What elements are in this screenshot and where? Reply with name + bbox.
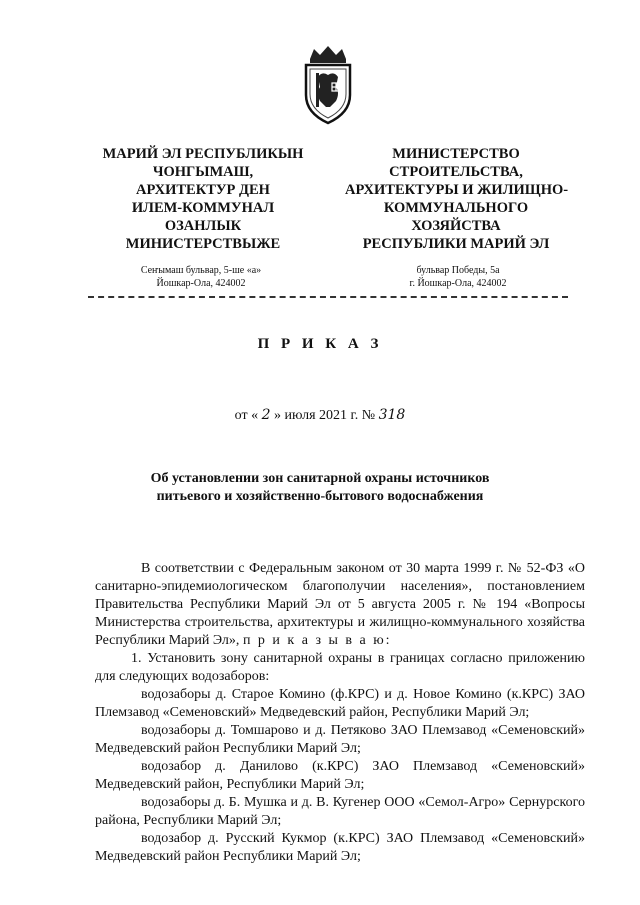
- header-right-line: ХОЗЯЙСТВА: [411, 218, 501, 234]
- date-middle: » июля 2021 г. №: [274, 408, 376, 423]
- order-date-line: [0, 407, 640, 424]
- item-1: 1. Установить зону санитарной охраны в границах согласно приложению для следующих водозаборов:: [95, 651, 585, 684]
- header-right-line: СТРОИТЕЛЬСТВА,: [389, 164, 523, 180]
- header-divider: [88, 296, 568, 298]
- address-line: г. Йошкар-Ола, 424002: [409, 278, 507, 289]
- water-intake-entry: водозаборы д. Старое Комино (ф.КРС) и д. Новое Комино (к.КРС) ЗАО Племзавод «Семеновский» Медведевский район, Республики Марий Эл;: [95, 687, 585, 720]
- header-left-line: ЧОНГЫМАШ,: [152, 164, 254, 180]
- order-word: п р и к а з ы в а ю:: [242, 633, 392, 648]
- header-right-line: МИНИСТЕРСТВО: [392, 146, 520, 162]
- subject-line: питьевого и хозяйственно-бытового водоснабжения: [156, 489, 484, 504]
- order-body: [95, 560, 585, 866]
- handwritten-order-number: 318: [378, 407, 406, 423]
- header-right-org-name: [345, 145, 567, 253]
- document-title: П Р И К А З: [257, 336, 383, 352]
- header-left-org-name: [92, 145, 314, 253]
- coat-of-arms-icon: [296, 43, 360, 125]
- header-right-line: КОММУНАЛЬНОГО: [383, 200, 529, 216]
- address-line: Сеҥымаш бульвар, 5-ше «а»: [140, 265, 262, 276]
- address-line: бульвар Победы, 5а: [416, 265, 500, 276]
- water-intake-entry: водозабор д. Данилово (к.КРС) ЗАО Племзавод «Семеновский» Медведевский район, Республики Марий Эл;: [95, 759, 585, 792]
- header-right-line: РЕСПУБЛИКИ МАРИЙ ЭЛ: [362, 236, 550, 252]
- intro-paragraph: [95, 560, 585, 650]
- intro-text: В соответствии с Федеральным законом от 30 марта 1999 г. № 52-ФЗ «О санитарно-эпидемиологическом благополучии населения», постановлением Правительства Республики Марий Эл от 5 августа 2005 г. № 194 «Вопросы Министерства строительства, архитектуры и жилищно-коммунального хозяйства Республики Марий Эл»,: [95, 561, 585, 648]
- water-intake-entry: водозабор д. Русский Кукмор (к.КРС) ЗАО Племзавод «Семеновский» Медведевский район Республики Марий Эл;: [95, 831, 585, 864]
- header-left-line: АРХИТЕКТУР ДЕН: [136, 182, 270, 198]
- address-line: Йошкар-Ола, 424002: [156, 278, 246, 289]
- subject-line: Об установлении зон санитарной охраны источников: [150, 471, 490, 486]
- header-right-address: [372, 264, 544, 290]
- order-subject: [100, 470, 540, 506]
- header-left-line: ОЗАНЛЫК: [164, 218, 242, 234]
- header-left-line: МИНИСТЕРСТВЫЖЕ: [125, 236, 281, 252]
- date-prefix: от «: [234, 408, 259, 423]
- header-left-address: [110, 264, 292, 290]
- header-right-line: АРХИТЕКТУРЫ И ЖИЛИЩНО-: [345, 182, 569, 198]
- handwritten-day: 2: [261, 407, 271, 423]
- header-left-line: ИЛЕМ-КОММУНАЛ: [131, 200, 275, 216]
- water-intake-entry: водозаборы д. Б. Мушка и д. В. Кугенер ООО «Семол-Агро» Сернурского района, Республики Марий Эл;: [95, 795, 585, 828]
- water-intake-entry: водозаборы д. Томшарово и д. Петяково ЗАО Племзавод «Семеновский» Медведевский район Республики Марий Эл;: [95, 723, 585, 756]
- header-left-line: МАРИЙ ЭЛ РЕСПУБЛИКЫН: [102, 146, 304, 162]
